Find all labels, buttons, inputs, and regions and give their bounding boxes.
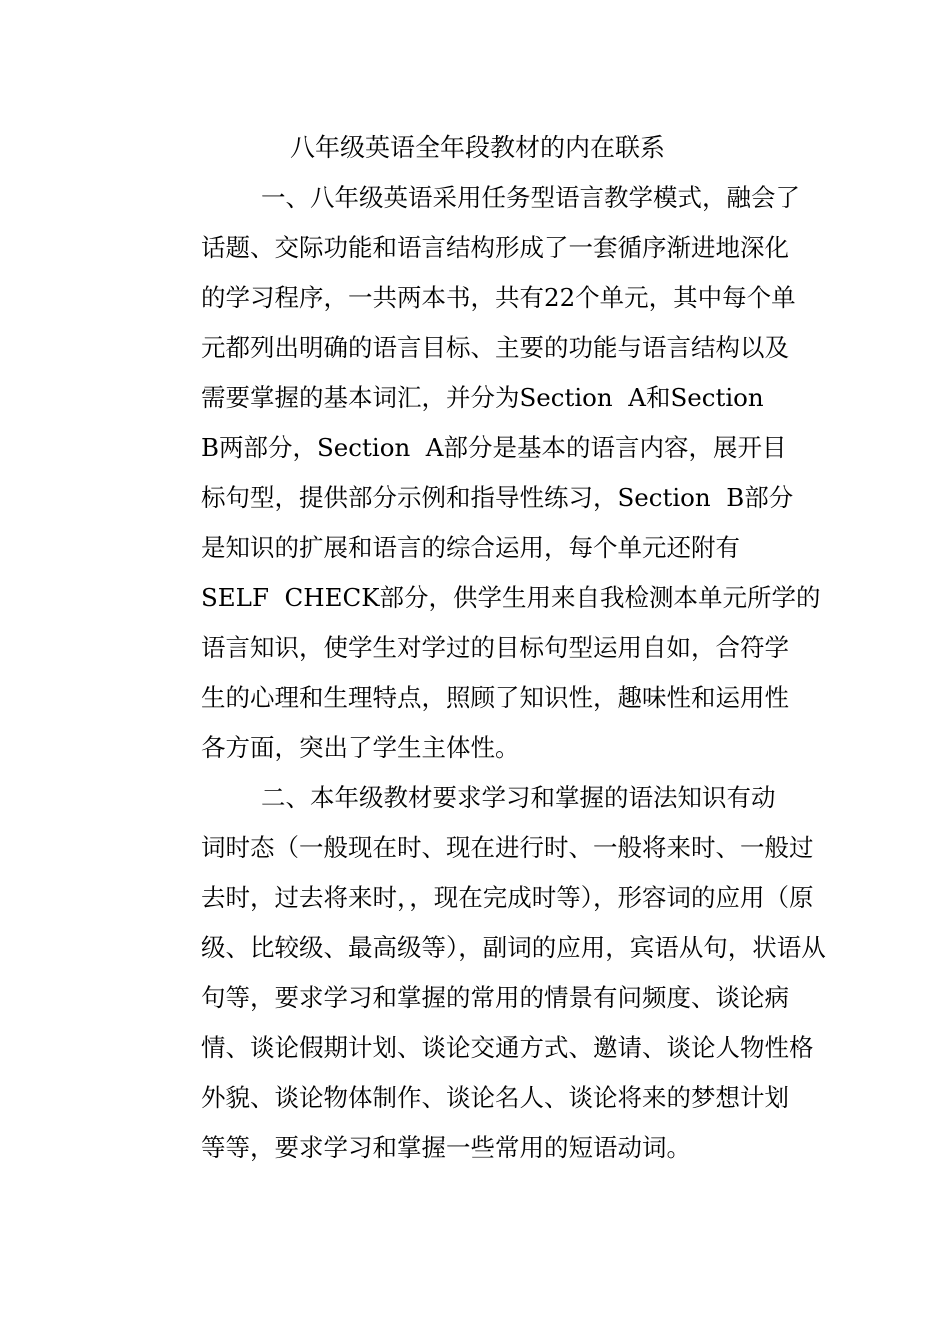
- paragraph-1-line-11: 生的心理和生理特点，照顾了知识性，趣味性和运用性: [201, 683, 789, 712]
- paragraph-1-line-12: 各方面，突出了学生主体性。: [201, 733, 520, 762]
- paragraph-2-line-6: 情、谈论假期计划、谈论交通方式、邀请、谈论人物性格: [201, 1033, 814, 1062]
- paragraph-1-line-9: SELF CHECK部分，供学生用来自我检测本单元所学的: [201, 583, 821, 612]
- paragraph-1-line-4: 元都列出明确的语言目标、主要的功能与语言结构以及: [201, 333, 789, 362]
- paragraph-1-line-5: 需要掌握的基本词汇，并分为Section A和Section: [201, 383, 764, 412]
- paragraph-1-line-2: 话题、交际功能和语言结构形成了一套循序渐进地深化: [201, 233, 789, 262]
- paragraph-2-line-1: 二、本年级教材要求学习和掌握的语法知识有动: [261, 783, 776, 812]
- paragraph-1-line-10: 语言知识，使学生对学过的目标句型运用自如，合符学: [201, 633, 789, 662]
- paragraph-1-line-3: 的学习程序，一共两本书，共有22个单元，其中每个单: [201, 283, 796, 312]
- paragraph-2-line-4: 级、比较级、最高级等），副词的应用，宾语从句，状语从: [201, 933, 826, 962]
- paragraph-1-line-7: 标句型，提供部分示例和指导性练习，Section B部分: [201, 483, 794, 512]
- document-title: 八年级英语全年段教材的内在联系: [290, 133, 666, 162]
- paragraph-2-line-2: 词时态（一般现在时、现在进行时、一般将来时、一般过: [201, 833, 814, 862]
- paragraph-2-line-3: 去时，过去将来时，，现在完成时等），形容词的应用（原: [201, 883, 814, 912]
- paragraph-2-line-7: 外貌、谈论物体制作、谈论名人、谈论将来的梦想计划: [201, 1083, 789, 1112]
- paragraph-1-line-8: 是知识的扩展和语言的综合运用，每个单元还附有: [201, 533, 740, 562]
- paragraph-2-line-8: 等等，要求学习和掌握一些常用的短语动词。: [201, 1133, 691, 1162]
- paragraph-1-line-1: 一、八年级英语采用任务型语言教学模式，融会了: [261, 183, 800, 212]
- paragraph-2-line-5: 句等，要求学习和掌握的常用的情景有问频度、谈论病: [201, 983, 789, 1012]
- paragraph-1-line-6: B两部分，Section A部分是基本的语言内容，展开目: [201, 433, 787, 462]
